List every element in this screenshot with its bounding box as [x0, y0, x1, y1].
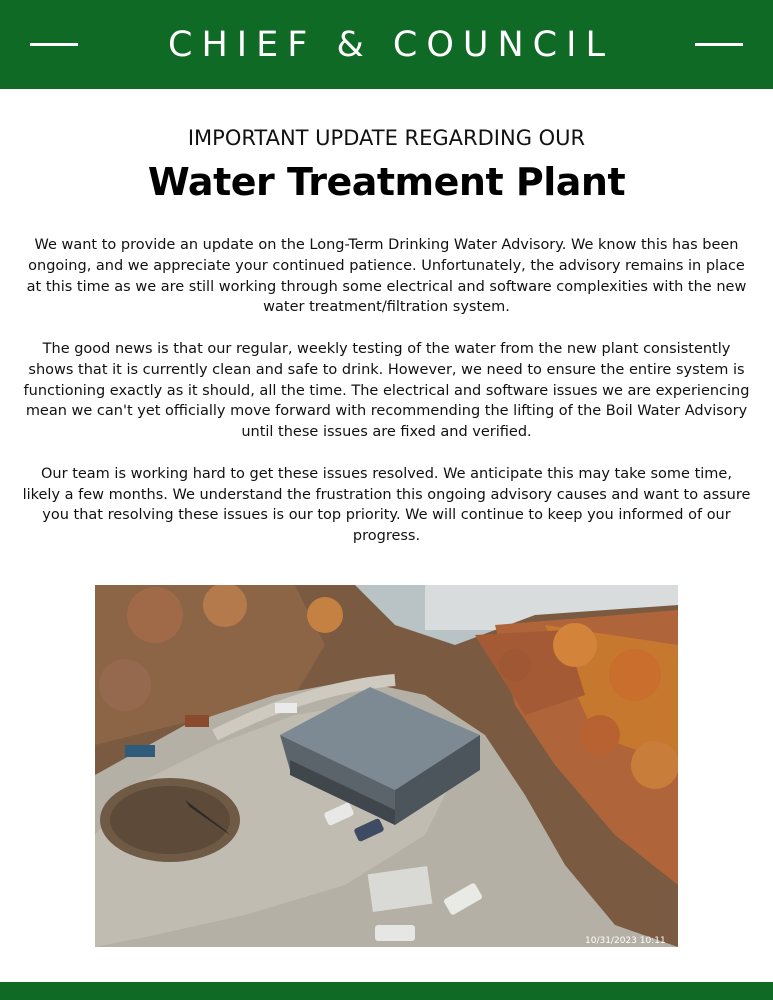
paragraph-advisory: We want to provide an update on the Long-Term Drinking Water Advisory. We know this has been ongoing, and we appreciate your continued patience. Unfortunately, the advisory remains in place at this time as we are still working through some electrical and software complexities with the new water treatment/filtration system. [26, 237, 747, 316]
paragraph-progress: Our team is working hard to get these issues resolved. We anticipate this may take some time, likely a few months. We understand the frustration this ongoing advisory causes and want to assure you that resolving these issues is our top priority. We will continue to keep you informed of our progress. [22, 465, 751, 545]
header-title: CHIEF & COUNCIL [168, 25, 614, 65]
update-body [22, 235, 751, 568]
header-rule-right [695, 43, 743, 46]
update-headline: Water Treatment Plant [147, 160, 626, 204]
update-kicker: IMPORTANT UPDATE REGARDING OUR [187, 126, 586, 150]
photo-timestamp: 10/31/2023 10:11 [585, 936, 666, 946]
header-banner [0, 0, 773, 89]
plant-aerial-photo [95, 585, 678, 947]
paragraph-testing: The good news is that our regular, weekly testing of the water from the new plant consistently shows that it is currently clean and safe to drink. However, we need to ensure the entire system is functioning exactly as it should, all the time. The electrical and software issues we are experiencing mean we can't yet officially move forward with recommending the lifting of the Boil Water Advisory until these issues are fixed and verified. [23, 340, 750, 441]
footer-bar [0, 982, 773, 1000]
plant-aerial-illustration [95, 585, 678, 947]
